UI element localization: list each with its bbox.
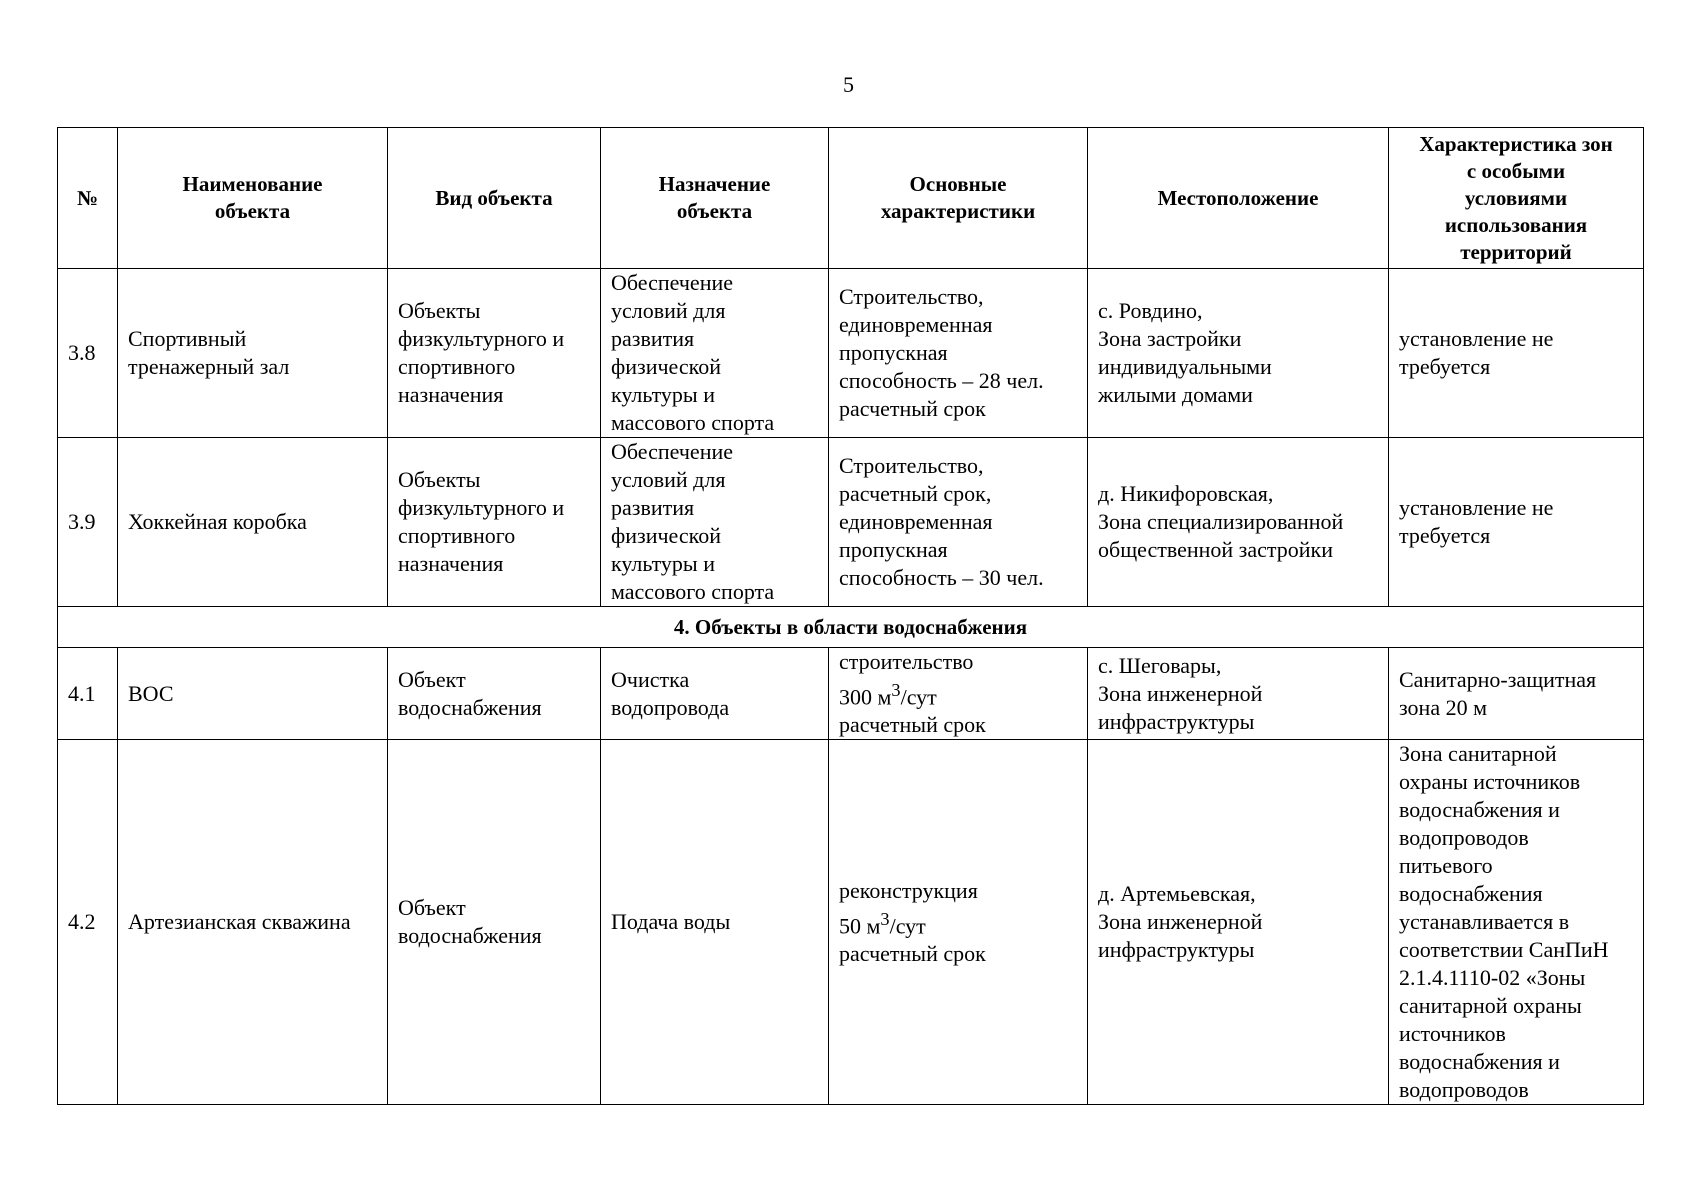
object-name: Артезианская скважина [118,740,388,1105]
object-location: с. Ровдино, Зона застройки индивидуальными жилыми домами [1088,269,1389,438]
header-location: Местоположение [1088,128,1389,269]
characteristics-line: реконструкция [839,877,978,903]
object-purpose: Обеспечение условий для развития физической культуры и массового спорта [601,269,829,438]
page-number: 5 [843,72,854,97]
characteristics-line: строительство [839,649,974,674]
header-characteristics: Основные характеристики [829,128,1088,269]
object-characteristics: Строительство, расчетный срок, единовременная пропускная способность – 30 чел. [829,438,1088,607]
object-purpose: Обеспечение условий для развития физической культуры и массового спорта [601,438,829,607]
object-zones: установление не требуется [1389,438,1644,607]
object-zones: установление не требуется [1389,269,1644,438]
header-name: Наименование объекта [118,128,388,269]
header-type: Вид объекта [388,128,601,269]
object-type: Объект водоснабжения [388,740,601,1105]
section-row [58,607,1644,648]
table-row [58,740,1644,1105]
object-location: д. Артемьевская, Зона инженерной инфраструктуры [1088,740,1389,1105]
object-name: Хоккейная коробка [118,438,388,607]
object-characteristics [829,740,1088,1105]
row-number: 4.1 [58,648,118,740]
object-location: с. Шеговары, Зона инженерной инфраструктуры [1088,648,1389,740]
object-characteristics [829,648,1088,740]
term-line: расчетный срок [839,712,986,738]
object-type: Объекты физкультурного и спортивного назначения [388,269,601,438]
object-purpose: Очистка водопровода [601,648,829,740]
capacity-superscript: 3 [891,680,901,700]
object-zones: Зона санитарной охраны источников водоснабжения и водопроводов питьевого водоснабжения устанавливается в соответствии СанПиН 2.1.4.1110-02 «Зоны санитарной охраны источников водоснабжения и водопроводов [1389,740,1644,1105]
objects-table [57,127,1644,1105]
table-row [58,438,1644,607]
header-number: № [58,128,118,269]
object-characteristics: Строительство, единовременная пропускная способность – 28 чел. расчетный срок [829,269,1088,438]
object-name: ВОС [118,648,388,740]
capacity-superscript: 3 [880,908,890,929]
row-number: 4.2 [58,740,118,1105]
capacity-line [839,905,1077,940]
capacity-line [839,676,1077,711]
capacity-unit: /сут [889,912,926,938]
object-zones: Санитарно-защитная зона 20 м [1389,648,1644,740]
row-number: 3.8 [58,269,118,438]
header-purpose: Назначение объекта [601,128,829,269]
table-row [58,269,1644,438]
object-type: Объект водоснабжения [388,648,601,740]
object-purpose: Подача воды [601,740,829,1105]
capacity-value: 50 м [839,912,881,938]
table-row [58,648,1644,740]
object-name: Спортивный тренажерный зал [118,269,388,438]
row-number: 3.9 [58,438,118,607]
object-type: Объекты физкультурного и спортивного назначения [388,438,601,607]
capacity-value: 300 м [839,684,892,710]
term-line: расчетный срок [839,940,986,966]
object-location: д. Никифоровская, Зона специализированной общественной застройки [1088,438,1389,607]
capacity-unit: /сут [900,684,937,710]
section-title: 4. Объекты в области водоснабжения [58,607,1644,648]
header-zones: Характеристика зон с особыми условиями использования территорий [1389,128,1644,269]
table-header-row [58,128,1644,269]
